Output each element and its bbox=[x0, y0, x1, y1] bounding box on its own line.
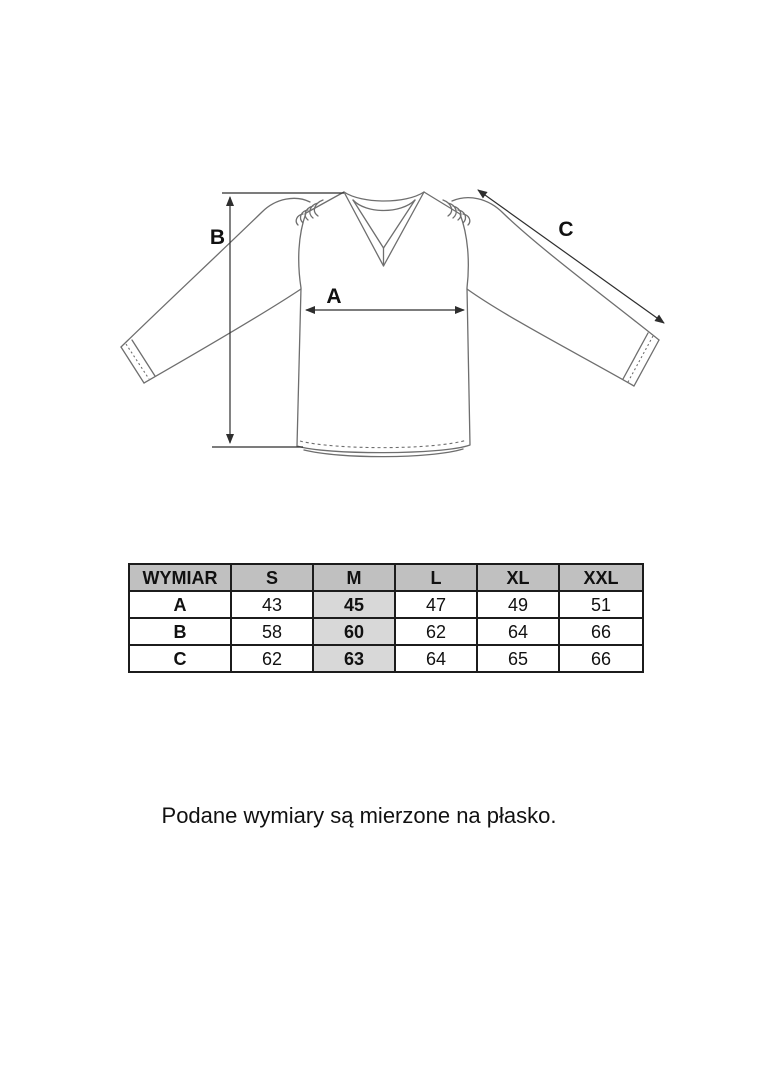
size-cell: 65 bbox=[477, 645, 559, 672]
table-row-c bbox=[129, 645, 643, 672]
size-cell: 64 bbox=[477, 618, 559, 645]
size-cell: 58 bbox=[231, 618, 313, 645]
hem-stitch bbox=[300, 440, 467, 448]
table-header-row bbox=[129, 564, 643, 591]
size-cell: 66 bbox=[559, 645, 643, 672]
measurement-note: Podane wymiary są mierzone na płasko. bbox=[161, 803, 557, 828]
table-row-b bbox=[129, 618, 643, 645]
v-neck-collar bbox=[344, 192, 424, 266]
dimension-cell: B bbox=[129, 618, 231, 645]
dimension-c bbox=[478, 190, 664, 323]
dimension-label-a: A bbox=[326, 285, 342, 308]
dimension-cell: A bbox=[129, 591, 231, 618]
dimension-b bbox=[210, 193, 344, 447]
size-cell: 66 bbox=[559, 618, 643, 645]
left-gather-marks bbox=[296, 200, 323, 225]
table-row-a bbox=[129, 591, 643, 618]
size-cell: 49 bbox=[477, 591, 559, 618]
dimension-cell: C bbox=[129, 645, 231, 672]
size-cell: 62 bbox=[395, 618, 477, 645]
size-cell: 62 bbox=[231, 645, 313, 672]
column-header-m: M bbox=[313, 564, 395, 591]
column-header-s: S bbox=[231, 564, 313, 591]
shirt-diagram bbox=[0, 0, 760, 520]
size-cell: 51 bbox=[559, 591, 643, 618]
shirt-body bbox=[297, 192, 470, 457]
size-cell-highlighted: 60 bbox=[313, 618, 395, 645]
dimension-label-b: B bbox=[209, 226, 225, 249]
right-cuff-seam bbox=[623, 333, 648, 379]
column-header-wymiar: WYMIAR bbox=[129, 564, 231, 591]
right-cuff-end bbox=[634, 340, 659, 386]
column-header-xl: XL bbox=[477, 564, 559, 591]
column-header-xxl: XXL bbox=[559, 564, 643, 591]
dimension-a bbox=[306, 285, 464, 310]
size-table bbox=[128, 563, 644, 673]
size-cell-highlighted: 63 bbox=[313, 645, 395, 672]
size-cell: 47 bbox=[395, 591, 477, 618]
column-header-l: L bbox=[395, 564, 477, 591]
dimension-label-c: C bbox=[558, 218, 574, 241]
size-cell: 43 bbox=[231, 591, 313, 618]
dimension-c-arrow bbox=[478, 190, 664, 323]
right-sleeve bbox=[443, 198, 659, 386]
size-cell: 64 bbox=[395, 645, 477, 672]
right-gather-marks bbox=[443, 200, 470, 225]
size-cell-highlighted: 45 bbox=[313, 591, 395, 618]
